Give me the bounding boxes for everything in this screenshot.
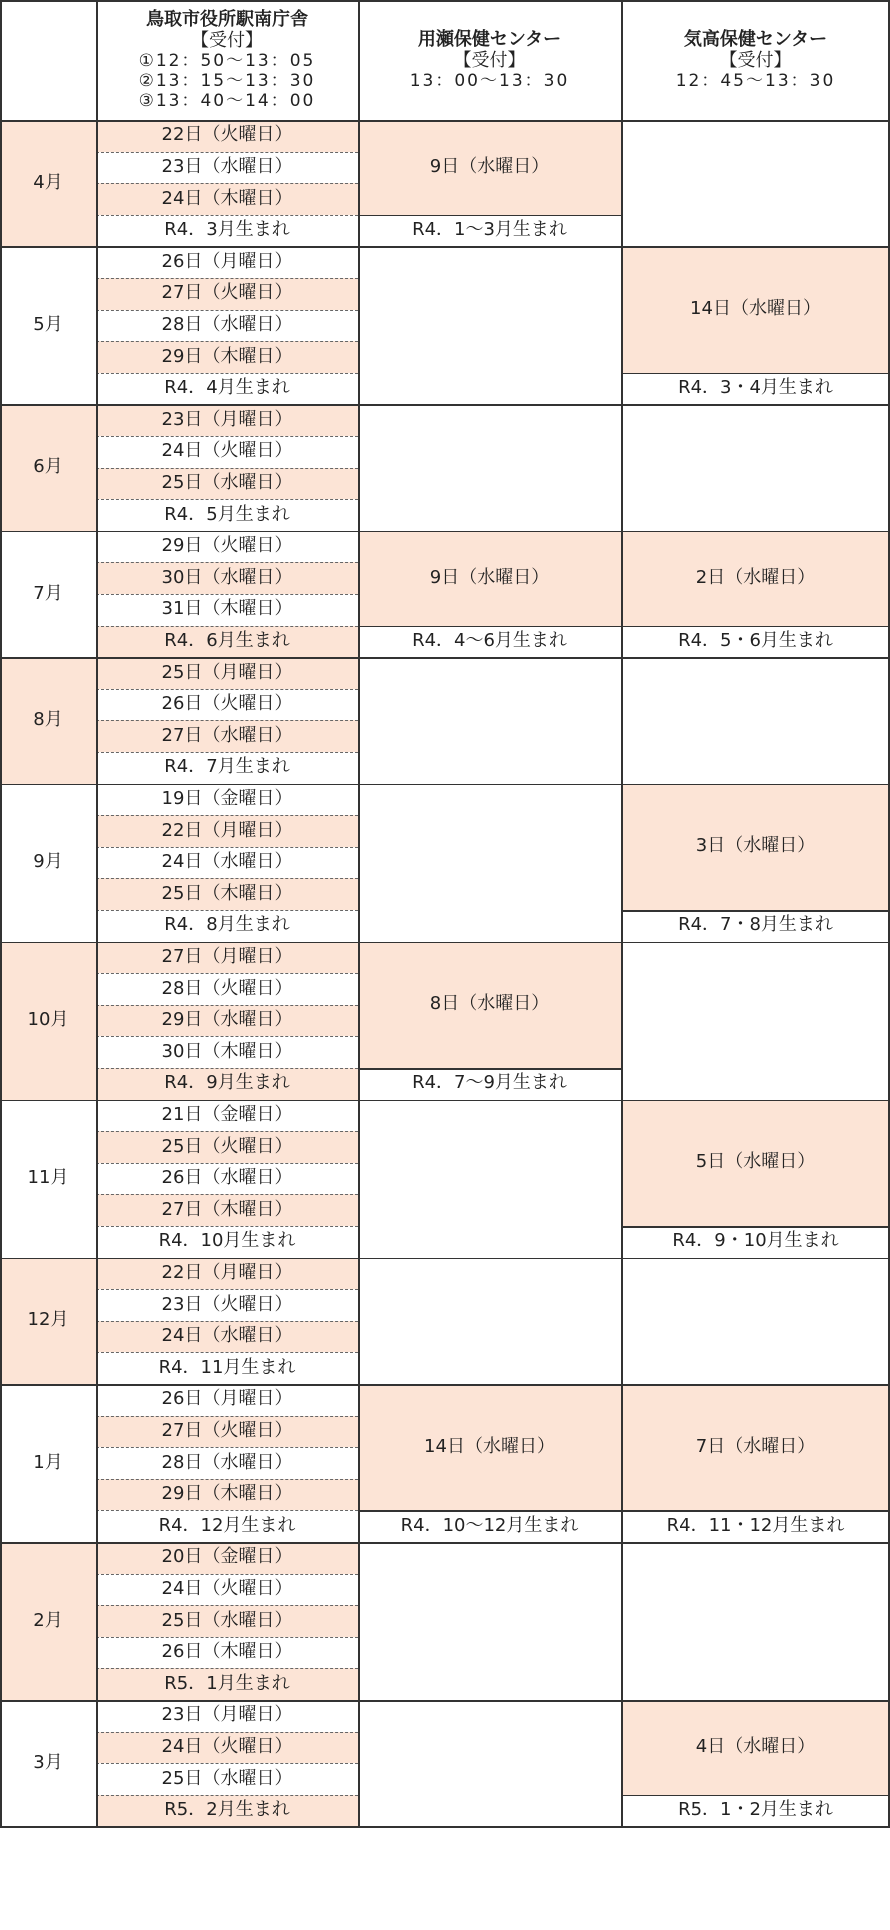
row-divider xyxy=(96,689,358,690)
row-divider xyxy=(96,1795,358,1796)
row-divider xyxy=(96,1352,358,1353)
row-divider xyxy=(96,1036,358,1037)
row-divider xyxy=(96,1668,358,1669)
mochigase-empty xyxy=(358,404,621,530)
row-divider xyxy=(96,847,358,848)
month-label: 1月 xyxy=(33,1451,63,1473)
ekinan-birth: R4．11月生まれ xyxy=(158,1356,296,1378)
ekinan-date: 25日（水曜日） xyxy=(96,468,358,500)
cell-border xyxy=(621,1510,890,1512)
row-divider xyxy=(96,499,358,500)
row-divider xyxy=(96,1574,358,1575)
ekinan-date: 19日（金曜日） xyxy=(161,788,293,810)
row-divider xyxy=(96,1510,358,1511)
ekinan-birth: R4．12月生まれ xyxy=(158,1514,296,1536)
mochigase-date: 14日（水曜日） xyxy=(358,1384,621,1510)
row-divider xyxy=(96,594,358,595)
month-label: 10月 xyxy=(0,942,96,1100)
row-divider xyxy=(96,1732,358,1733)
month-label: 2月 xyxy=(0,1542,96,1700)
ketaka-birth: R4．5・6月生まれ xyxy=(678,630,833,652)
ekinan-birth: R4．7月生まれ xyxy=(164,756,290,778)
cell-border xyxy=(621,910,890,912)
mochigase-birth: R4．4～6月生まれ xyxy=(412,630,567,652)
row-divider xyxy=(96,1605,358,1606)
ekinan-date: 26日（月曜日） xyxy=(161,250,293,272)
ekinan-date: 20日（金曜日） xyxy=(96,1542,358,1574)
ekinan-birth: R4．6月生まれ xyxy=(96,626,358,658)
mochigase-birth: R4．1～3月生まれ xyxy=(412,219,567,241)
ketaka-empty xyxy=(621,1542,890,1700)
ketaka-empty xyxy=(621,404,890,530)
month-label: 12月 xyxy=(0,1258,96,1384)
grid-line xyxy=(0,404,890,406)
row-divider xyxy=(96,1163,358,1164)
month-label: 8月 xyxy=(0,657,96,783)
month-label: 3月 xyxy=(33,1751,63,1773)
ekinan-date: 25日（火曜日） xyxy=(96,1131,358,1163)
grid-line xyxy=(0,531,890,533)
row-divider xyxy=(96,973,358,974)
row-divider xyxy=(96,626,358,627)
ekinan-date: 24日（火曜日） xyxy=(161,1578,293,1600)
mochigase-birth: R4．10～12月生まれ xyxy=(400,1514,579,1536)
mochigase-empty xyxy=(358,246,621,404)
grid-line xyxy=(0,0,2,1826)
ketaka-birth: R5．1・2月生まれ xyxy=(678,1799,833,1821)
month-label: 4月 xyxy=(0,120,96,246)
grid-line xyxy=(358,0,360,1826)
header-ketaka-time: 12：45～13：30 xyxy=(675,71,836,92)
ekinan-birth: R4．4月生まれ xyxy=(164,377,290,399)
row-divider xyxy=(96,910,358,911)
ketaka-birth: R4．9・10月生まれ xyxy=(672,1230,839,1252)
ekinan-date: 31日（木曜日） xyxy=(161,598,293,620)
row-divider xyxy=(96,1321,358,1322)
row-divider xyxy=(96,468,358,469)
ekinan-date: 27日（月曜日） xyxy=(96,942,358,974)
ekinan-date: 29日（火曜日） xyxy=(161,535,293,557)
mochigase-date: 9日（水曜日） xyxy=(358,120,621,215)
grid-line xyxy=(0,246,890,248)
header-ekinan xyxy=(96,0,358,120)
row-divider xyxy=(96,815,358,816)
ekinan-date: 27日（火曜日） xyxy=(96,278,358,310)
ekinan-date: 25日（木曜日） xyxy=(96,878,358,910)
header-mochigase-reception: 【受付】 xyxy=(453,49,526,71)
ekinan-date: 26日（火曜日） xyxy=(161,693,293,715)
ekinan-date: 23日（水曜日） xyxy=(161,156,293,178)
ekinan-date: 26日（木曜日） xyxy=(161,1641,293,1663)
header-ekinan-reception: 【受付】 xyxy=(191,29,263,51)
grid-line xyxy=(0,120,890,122)
grid-line xyxy=(0,0,890,2)
ekinan-birth: R5．2月生まれ xyxy=(96,1795,358,1827)
row-divider xyxy=(96,1194,358,1195)
month-label: 9月 xyxy=(33,851,63,873)
grid-line xyxy=(0,942,890,944)
ketaka-date: 3日（水曜日） xyxy=(621,784,890,910)
ketaka-empty xyxy=(621,942,890,1100)
row-divider xyxy=(96,562,358,563)
row-divider xyxy=(96,1637,358,1638)
ekinan-date: 22日（火曜日） xyxy=(96,120,358,152)
ekinan-date: 28日（水曜日） xyxy=(161,1451,293,1473)
header-ketaka-reception: 【受付】 xyxy=(719,49,792,71)
grid-line xyxy=(0,1258,890,1260)
row-divider xyxy=(96,1131,358,1132)
ekinan-date: 23日（火曜日） xyxy=(161,1293,293,1315)
row-divider xyxy=(96,1416,358,1417)
mochigase-empty xyxy=(358,657,621,783)
ekinan-date: 26日（月曜日） xyxy=(161,1388,293,1410)
ekinan-birth: R4．5月生まれ xyxy=(164,503,290,525)
month-label: 5月 xyxy=(33,314,63,336)
row-divider xyxy=(96,1447,358,1448)
cell-border xyxy=(358,215,621,217)
grid-line xyxy=(621,0,623,1826)
ekinan-birth: R4．3月生まれ xyxy=(164,219,290,241)
row-divider xyxy=(96,183,358,184)
header-blank xyxy=(0,0,96,120)
ketaka-empty xyxy=(621,1258,890,1384)
grid-line xyxy=(0,657,890,659)
ekinan-date: 28日（水曜日） xyxy=(161,314,293,336)
ketaka-date: 14日（水曜日） xyxy=(621,246,890,372)
month-label: 7月 xyxy=(33,582,63,604)
ekinan-date: 22日（月曜日） xyxy=(96,815,358,847)
row-divider xyxy=(96,278,358,279)
ekinan-date: 24日（水曜日） xyxy=(161,851,293,873)
grid-line xyxy=(96,0,98,1826)
ekinan-date: 26日（水曜日） xyxy=(161,1167,293,1189)
grid-line xyxy=(0,1826,890,1828)
ekinan-birth: R5．1月生まれ xyxy=(96,1668,358,1700)
ekinan-birth: R4．9月生まれ xyxy=(96,1068,358,1100)
ekinan-date: 29日（木曜日） xyxy=(96,1479,358,1511)
row-divider xyxy=(96,1226,358,1227)
month-label: 11月 xyxy=(27,1167,69,1189)
ekinan-date: 24日（火曜日） xyxy=(161,440,293,462)
header-ketaka-title: 気高保健センター xyxy=(683,28,828,50)
grid-line xyxy=(0,1384,890,1386)
row-divider xyxy=(96,1005,358,1006)
ekinan-date: 24日（木曜日） xyxy=(96,183,358,215)
row-divider xyxy=(96,752,358,753)
row-divider xyxy=(96,310,358,311)
mochigase-empty xyxy=(358,1700,621,1826)
cell-border xyxy=(358,1068,621,1070)
header-ekinan-time-1: ①12：50～13：05 xyxy=(138,51,316,72)
row-divider xyxy=(96,373,358,374)
ketaka-empty xyxy=(621,120,890,246)
mochigase-date: 9日（水曜日） xyxy=(358,531,621,626)
ketaka-empty xyxy=(621,657,890,783)
cell-border xyxy=(621,1226,890,1228)
ekinan-date: 30日（水曜日） xyxy=(96,562,358,594)
ekinan-date: 27日（水曜日） xyxy=(96,720,358,752)
ketaka-birth: R4．11・12月生まれ xyxy=(666,1514,845,1536)
ekinan-date: 25日（月曜日） xyxy=(96,657,358,689)
header-mochigase xyxy=(358,0,621,120)
cell-border xyxy=(358,1510,621,1512)
month-label: 6月 xyxy=(0,404,96,530)
ketaka-birth: R4．3・4月生まれ xyxy=(678,377,833,399)
row-divider xyxy=(96,720,358,721)
row-divider xyxy=(96,341,358,342)
ekinan-date: 27日（火曜日） xyxy=(96,1416,358,1448)
ekinan-date: 25日（水曜日） xyxy=(96,1605,358,1637)
ekinan-date: 23日（月曜日） xyxy=(96,404,358,436)
row-divider xyxy=(96,1479,358,1480)
ekinan-date: 28日（火曜日） xyxy=(161,977,293,999)
mochigase-empty xyxy=(358,1542,621,1700)
ekinan-date: 24日（火曜日） xyxy=(96,1732,358,1764)
ketaka-birth: R4．7・8月生まれ xyxy=(678,914,833,936)
cell-border xyxy=(621,373,890,375)
ekinan-date: 29日（木曜日） xyxy=(96,341,358,373)
ekinan-birth: R4．8月生まれ xyxy=(164,914,290,936)
mochigase-birth: R4．7～9月生まれ xyxy=(412,1072,567,1094)
row-divider xyxy=(96,878,358,879)
cell-border xyxy=(358,626,621,628)
ekinan-date: 24日（水曜日） xyxy=(96,1321,358,1353)
cell-border xyxy=(621,626,890,628)
ketaka-date: 2日（水曜日） xyxy=(621,531,890,626)
ketaka-date: 4日（水曜日） xyxy=(621,1700,890,1795)
mochigase-date: 8日（水曜日） xyxy=(358,942,621,1068)
header-mochigase-time: 13：00～13：30 xyxy=(409,71,570,92)
cell-border xyxy=(621,1795,890,1797)
ekinan-date: 30日（木曜日） xyxy=(161,1040,293,1062)
ekinan-birth: R4．10月生まれ xyxy=(158,1230,296,1252)
row-divider xyxy=(96,436,358,437)
ekinan-date: 25日（水曜日） xyxy=(161,1767,293,1789)
header-mochigase-title: 用瀬保健センター xyxy=(417,28,562,50)
row-divider xyxy=(96,1068,358,1069)
ketaka-date: 7日（水曜日） xyxy=(621,1384,890,1510)
header-ekinan-title: 鳥取市役所駅南庁舎 xyxy=(146,8,308,30)
ekinan-date: 29日（水曜日） xyxy=(96,1005,358,1037)
header-ekinan-time-3: ③13：40～14：00 xyxy=(138,91,316,112)
mochigase-empty xyxy=(358,1258,621,1384)
row-divider xyxy=(96,152,358,153)
ekinan-date: 21日（金曜日） xyxy=(161,1104,293,1126)
header-ekinan-time-2: ②13：15～13：30 xyxy=(138,71,316,92)
ekinan-date: 23日（月曜日） xyxy=(161,1704,293,1726)
header-ketaka xyxy=(621,0,890,120)
grid-line xyxy=(0,1100,890,1102)
grid-line xyxy=(0,784,890,786)
ketaka-date: 5日（水曜日） xyxy=(621,1100,890,1226)
mochigase-empty xyxy=(358,1100,621,1258)
row-divider xyxy=(96,215,358,216)
ekinan-date: 22日（月曜日） xyxy=(96,1258,358,1290)
row-divider xyxy=(96,1289,358,1290)
grid-line xyxy=(0,1700,890,1702)
ekinan-date: 27日（木曜日） xyxy=(96,1194,358,1226)
grid-line xyxy=(0,1542,890,1544)
row-divider xyxy=(96,1763,358,1764)
mochigase-empty xyxy=(358,784,621,942)
